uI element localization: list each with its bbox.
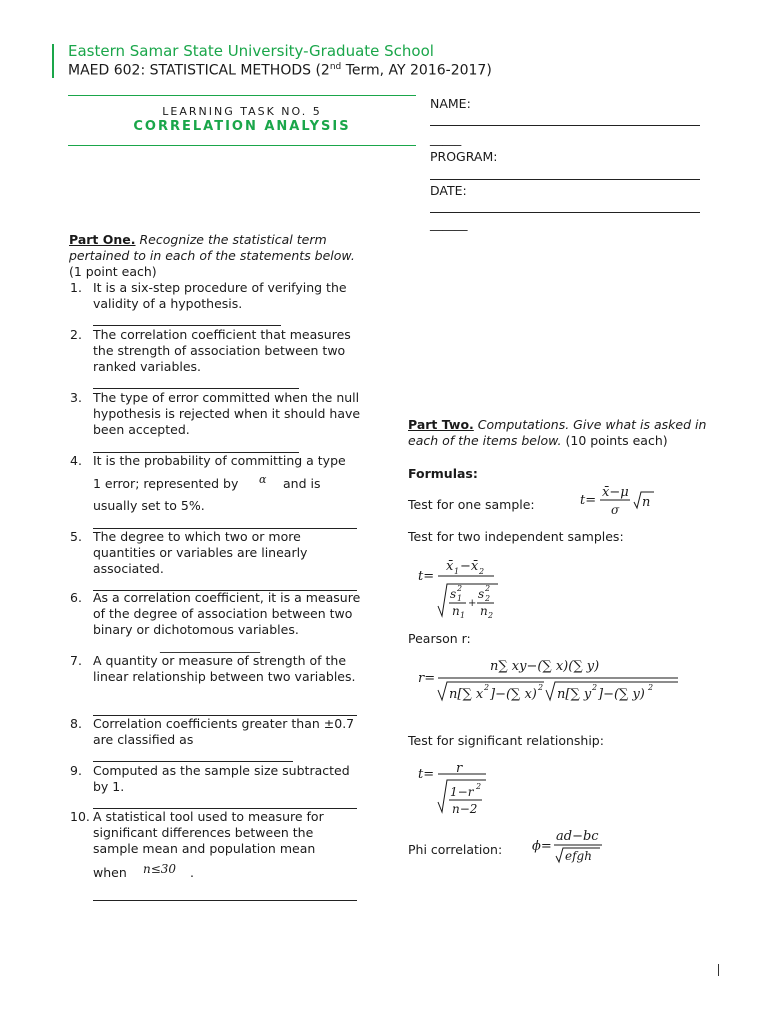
task-title: CORRELATION ANALYSIS bbox=[133, 119, 351, 134]
svg-text:ϕ=: ϕ= bbox=[532, 839, 552, 854]
task-number: LEARNING TASK NO. 5 bbox=[162, 105, 322, 118]
two-sample-label: Test for two independent samples: bbox=[408, 529, 624, 544]
svg-text:t=: t= bbox=[418, 767, 435, 782]
svg-text:2: 2 bbox=[485, 594, 491, 603]
date-line-tail: ______ bbox=[430, 216, 468, 231]
svg-text:1: 1 bbox=[454, 567, 460, 576]
task-bottom-rule bbox=[68, 145, 416, 146]
phi-formula bbox=[530, 826, 610, 866]
formulas-label: Formulas: bbox=[408, 466, 478, 481]
answer-line-8[interactable] bbox=[93, 761, 293, 762]
course-title: MAED 602: STATISTICAL METHODS (2nd Term, AY 2016-2017) bbox=[68, 62, 492, 79]
svg-text:]−(∑ y): ]−(∑ y) bbox=[598, 687, 645, 702]
date-line[interactable] bbox=[430, 212, 700, 213]
svg-text:efgh: efgh bbox=[565, 849, 592, 863]
svg-text:2: 2 bbox=[538, 683, 544, 692]
svg-text:r: r bbox=[456, 761, 463, 776]
svg-text:2: 2 bbox=[648, 683, 654, 692]
phi-label: Phi correlation: bbox=[408, 842, 503, 857]
svg-text:n: n bbox=[452, 604, 460, 618]
svg-text:2: 2 bbox=[476, 782, 482, 791]
name-line-tail: _____ bbox=[430, 131, 462, 146]
date-label: DATE: bbox=[430, 183, 467, 198]
school-name: Eastern Samar State University-Graduate School bbox=[68, 42, 434, 60]
part-two-intro: Part Two. Computations. Give what is asked in each of the items below. (10 points each) bbox=[408, 417, 707, 448]
svg-text:t=: t= bbox=[580, 493, 597, 508]
pearson-label: Pearson r: bbox=[408, 631, 471, 646]
program-line[interactable] bbox=[430, 179, 700, 180]
svg-text:2: 2 bbox=[484, 683, 490, 692]
name-label: NAME: bbox=[430, 96, 471, 111]
task-top-rule bbox=[68, 95, 416, 96]
answer-line-1[interactable] bbox=[93, 325, 281, 326]
svg-text:1−r: 1−r bbox=[450, 785, 474, 799]
svg-text:n: n bbox=[480, 604, 488, 618]
svg-text:2: 2 bbox=[457, 584, 463, 593]
svg-text:2: 2 bbox=[479, 567, 485, 576]
svg-text:σ: σ bbox=[611, 503, 620, 517]
sig-rel-label: Test for significant relationship: bbox=[408, 733, 604, 748]
answer-line-2[interactable] bbox=[93, 388, 299, 389]
answer-line-10[interactable] bbox=[93, 900, 357, 901]
svg-text:1: 1 bbox=[457, 594, 463, 603]
question-4: 4. It is the probability of committing a type 1 error; represented by α and is usually set to 5%. bbox=[70, 453, 346, 513]
svg-text:1: 1 bbox=[460, 611, 466, 620]
svg-text:n−2: n−2 bbox=[452, 802, 478, 816]
n-condition: n≤30 bbox=[143, 862, 177, 876]
svg-text:r=: r= bbox=[418, 671, 436, 686]
one-sample-label: Test for one sample: bbox=[408, 497, 535, 512]
one-sample-formula bbox=[578, 482, 658, 518]
sig-rel-formula bbox=[416, 758, 496, 820]
name-line[interactable] bbox=[430, 125, 700, 126]
two-sample-formula bbox=[416, 554, 516, 624]
svg-text:n[∑ x: n[∑ x bbox=[449, 687, 484, 702]
svg-text:s: s bbox=[478, 587, 485, 601]
svg-text:ad−bc: ad−bc bbox=[556, 829, 599, 844]
part-one-intro: Part One. Recognize the statistical term pertained to in each of the statements below. (1 point each) bbox=[69, 232, 355, 279]
alpha-symbol: α bbox=[259, 473, 267, 486]
question-10: 10. A statistical tool used to measure for significant differences between the sample mean and population mean when n≤30 . bbox=[70, 809, 324, 880]
svg-text:n: n bbox=[642, 495, 651, 510]
svg-text:x̄−μ: x̄−μ bbox=[602, 485, 629, 500]
svg-text:2: 2 bbox=[592, 683, 598, 692]
header-accent-bar bbox=[52, 44, 54, 78]
svg-text:n∑ xy−(∑ x)(∑ y): n∑ xy−(∑ x)(∑ y) bbox=[490, 659, 600, 674]
svg-text:t=: t= bbox=[418, 569, 435, 584]
svg-text:2: 2 bbox=[485, 584, 491, 593]
svg-text:2: 2 bbox=[488, 611, 494, 620]
svg-text:]−(∑ x): ]−(∑ x) bbox=[490, 687, 537, 702]
program-label: PROGRAM: bbox=[430, 149, 498, 164]
pearson-formula bbox=[416, 652, 686, 704]
svg-text:s: s bbox=[450, 587, 457, 601]
svg-text:x̄: x̄ bbox=[446, 559, 454, 574]
answer-blank-6[interactable]: ________________ bbox=[160, 638, 260, 653]
svg-text:+: + bbox=[468, 598, 477, 609]
page-marker bbox=[718, 964, 719, 976]
svg-text:n[∑ y: n[∑ y bbox=[557, 687, 592, 702]
svg-text:−x̄: −x̄ bbox=[460, 559, 479, 574]
